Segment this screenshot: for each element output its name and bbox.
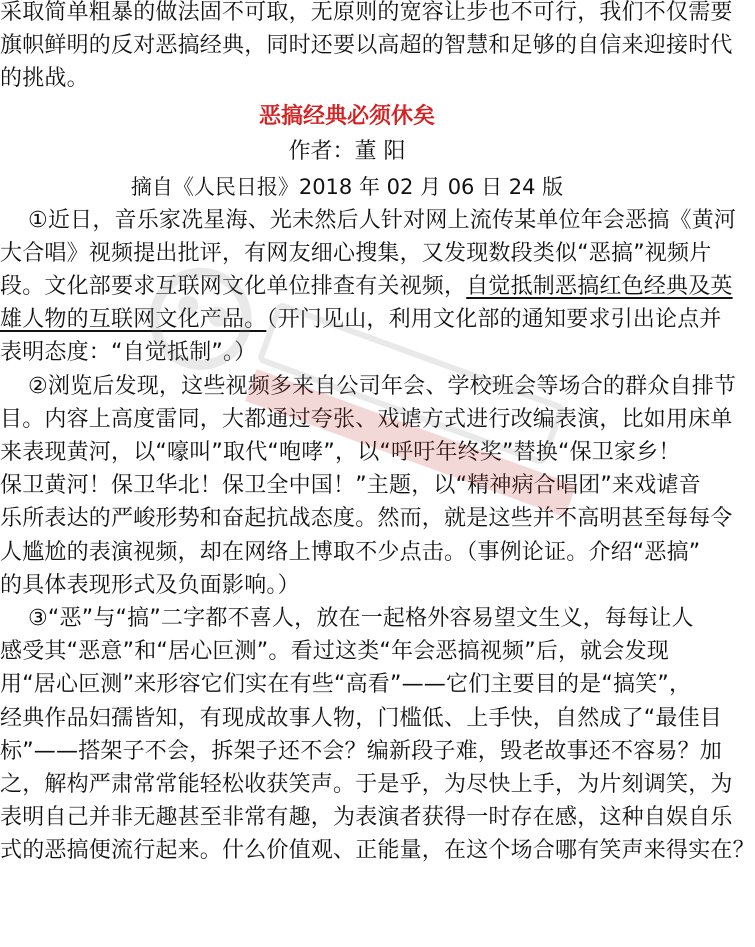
paragraph-line: 用“居心叵测”来形容它们实在有些“高看”——它们主要目的是“搞笑”， [0, 672, 692, 698]
paragraph-line: 标”——搭架子不会，拆架子还不会？编新段子难，毁老故事还不容易？加 [0, 738, 722, 764]
paragraph-line: 的具体表现形式及负面影响。） [0, 572, 300, 598]
paragraph-line: ②浏览后发现，这些视频多来自公司年会、学校班会等场合的群众自排节 [28, 373, 737, 399]
paragraph-line: 表明自己并非无趣甚至非常有趣，为表演者获得一时存在感，这种自娱自乐 [0, 805, 733, 831]
paragraph-line: 来表现黄河，以“嚎叫”取代“咆哮”，以“呼吁年终奖”替换“保卫家乡！ [0, 440, 681, 466]
paragraph-line: 式的恶搞便流行起来。什么价值观、正能量，在这个场合哪有笑声来得实在？ [0, 838, 755, 864]
paragraph-line [0, 303, 722, 336]
article-author: 作者：董 阳 [288, 138, 406, 164]
annotation-text: （开门见山，利用文化部的通知要求引出论点并 [266, 307, 722, 333]
paragraph-1 [0, 204, 737, 370]
paragraph-line: 表明态度：“自觉抵制”。） [0, 340, 257, 366]
paragraph-3 [0, 602, 755, 868]
intro-line: 采取简单粗暴的做法固不可取，无原则的宽容让步也不可行，我们不仅需要 [0, 0, 733, 25]
paragraph-line: 乐所表达的严峻形势和奋起抗战态度。然而，就是这些并不高明甚至每每令 [0, 506, 733, 532]
paragraph-line: 感受其“恶意”和“居心叵测”。看过这类“年会恶搞视频”后，就会发现 [0, 639, 669, 665]
underlined-key-sentence: 自觉抵制恶搞红色经典及英 [466, 274, 733, 300]
paragraph-line: ③“恶”与“搞”二字都不喜人，放在一起格外容易望文生义，每每让人 [28, 606, 694, 632]
paragraph-line: 人尴尬的表演视频，却在网络上博取不少点击。（事例论证。介绍“恶搞” [0, 539, 701, 565]
intro-line: 旗帜鲜明的反对恶搞经典，同时还要以高超的智慧和足够的自信来迎接时代 [0, 33, 733, 59]
paragraph-line: 保卫黄河！保卫华北！保卫全中国！”主题，以“精神病合唱团”来戏谑音 [0, 473, 701, 499]
article-source: 摘自《人民日报》2018 年 02 月 06 日 24 版 [130, 174, 564, 199]
paragraph-2 [0, 370, 737, 602]
paragraph-line: 经典作品妇孺皆知，有现成故事人物，门槛低、上手快，自然成了“最佳目 [0, 705, 722, 731]
intro-line: 的挑战。 [0, 66, 89, 92]
underlined-key-sentence: 雄人物的互联网文化产品。 [0, 307, 267, 333]
article-title: 恶搞经典必须休矣 [258, 103, 435, 129]
intro-paragraph [0, 0, 733, 96]
paragraph-text: 段。文化部要求互联网文化单位排查有关视频， [0, 274, 467, 300]
paragraph-line: 大合唱》视频提出批评，有网友细心搜集，又发现数段类似“恶搞”视频片 [0, 240, 712, 266]
paragraph-line: ①近日，音乐家冼星海、光未然后人针对网上流传某单位年会恶搞《黄河 [28, 207, 737, 233]
paragraph-line [0, 270, 733, 303]
paragraph-line: 之，解构严肃常常能轻松收获笑声。于是乎，为尽快上手，为片刻调笑，为 [0, 772, 733, 798]
paragraph-line: 目。内容上高度雷同，大都通过夸张、戏谑方式进行改编表演，比如用床单 [0, 406, 733, 432]
